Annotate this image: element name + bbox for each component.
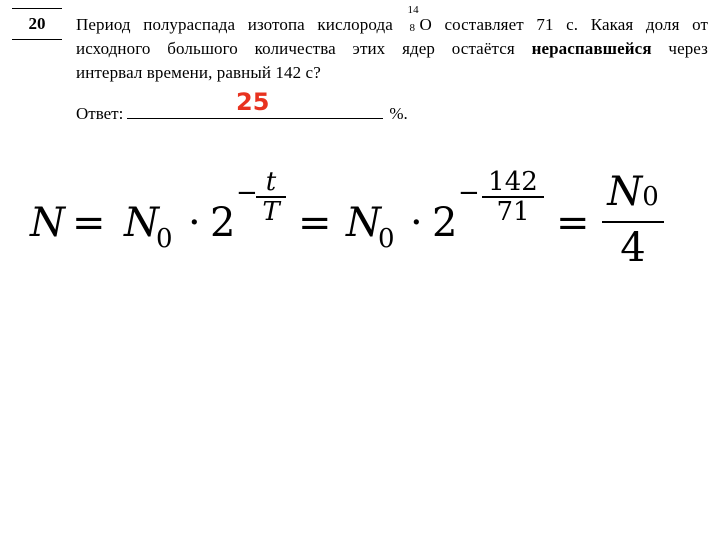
exponent-t-over-T (256, 168, 286, 226)
formula-N: N (30, 200, 65, 246)
exponent-142: 142 (488, 167, 538, 197)
answer-unit: %. (389, 104, 408, 123)
formula-sub0-1: 0 (156, 224, 173, 254)
question-line-2 (76, 37, 708, 61)
formula-dot-2: · (410, 200, 423, 246)
exponent-142-over-71 (482, 168, 544, 226)
fraction-sub0: 0 (642, 182, 659, 212)
formula-minus-1: − (236, 178, 258, 208)
question-line-2-start: исходного большого количества этих ядер остаётся (76, 39, 532, 58)
formula-two-1: 2 (210, 200, 236, 246)
formula-equals-2: = (298, 200, 332, 246)
fraction-N0-over-4 (602, 168, 664, 273)
isotope-symbol: O (419, 15, 432, 34)
question-line-3: интервал времени, равный 142 с? (76, 63, 321, 82)
formula-equals-3: = (556, 200, 590, 246)
task-number: 20 (12, 8, 62, 40)
formula-dot-1: · (188, 200, 201, 246)
exponent-T: T (256, 196, 286, 226)
question-bold-word: нераспавшейся (531, 39, 652, 58)
formula-equals-1: = (72, 200, 106, 246)
isotope-mass: 14 (407, 4, 419, 16)
exponent-t: t (265, 167, 277, 197)
formula-N0-2: N (346, 200, 381, 246)
exponent-71: 71 (482, 196, 544, 226)
question-line-1-start: Период полураспада изотопа кислорода (76, 15, 393, 34)
formula-minus-2: − (458, 178, 480, 208)
answer-value: 25 (236, 88, 270, 116)
question-line-1-end: составляет 71 с. Какая доля от (431, 15, 708, 34)
question-text (76, 4, 708, 85)
answer-label: Ответ: (76, 104, 124, 123)
decay-formula (30, 168, 710, 278)
fraction-N0: N (607, 169, 643, 215)
fraction-denominator-4: 4 (602, 221, 664, 273)
answer-blank-line (127, 104, 383, 119)
formula-two-2: 2 (432, 200, 458, 246)
formula-N0-1: N (124, 200, 159, 246)
isotope-notation (406, 4, 420, 34)
formula-sub0-2: 0 (378, 224, 395, 254)
fraction-numerator (602, 168, 664, 221)
question-line-2-end: через (651, 39, 708, 58)
answer-row (76, 104, 408, 124)
isotope-charge: 8 (409, 22, 416, 34)
question-line-1 (76, 4, 708, 37)
